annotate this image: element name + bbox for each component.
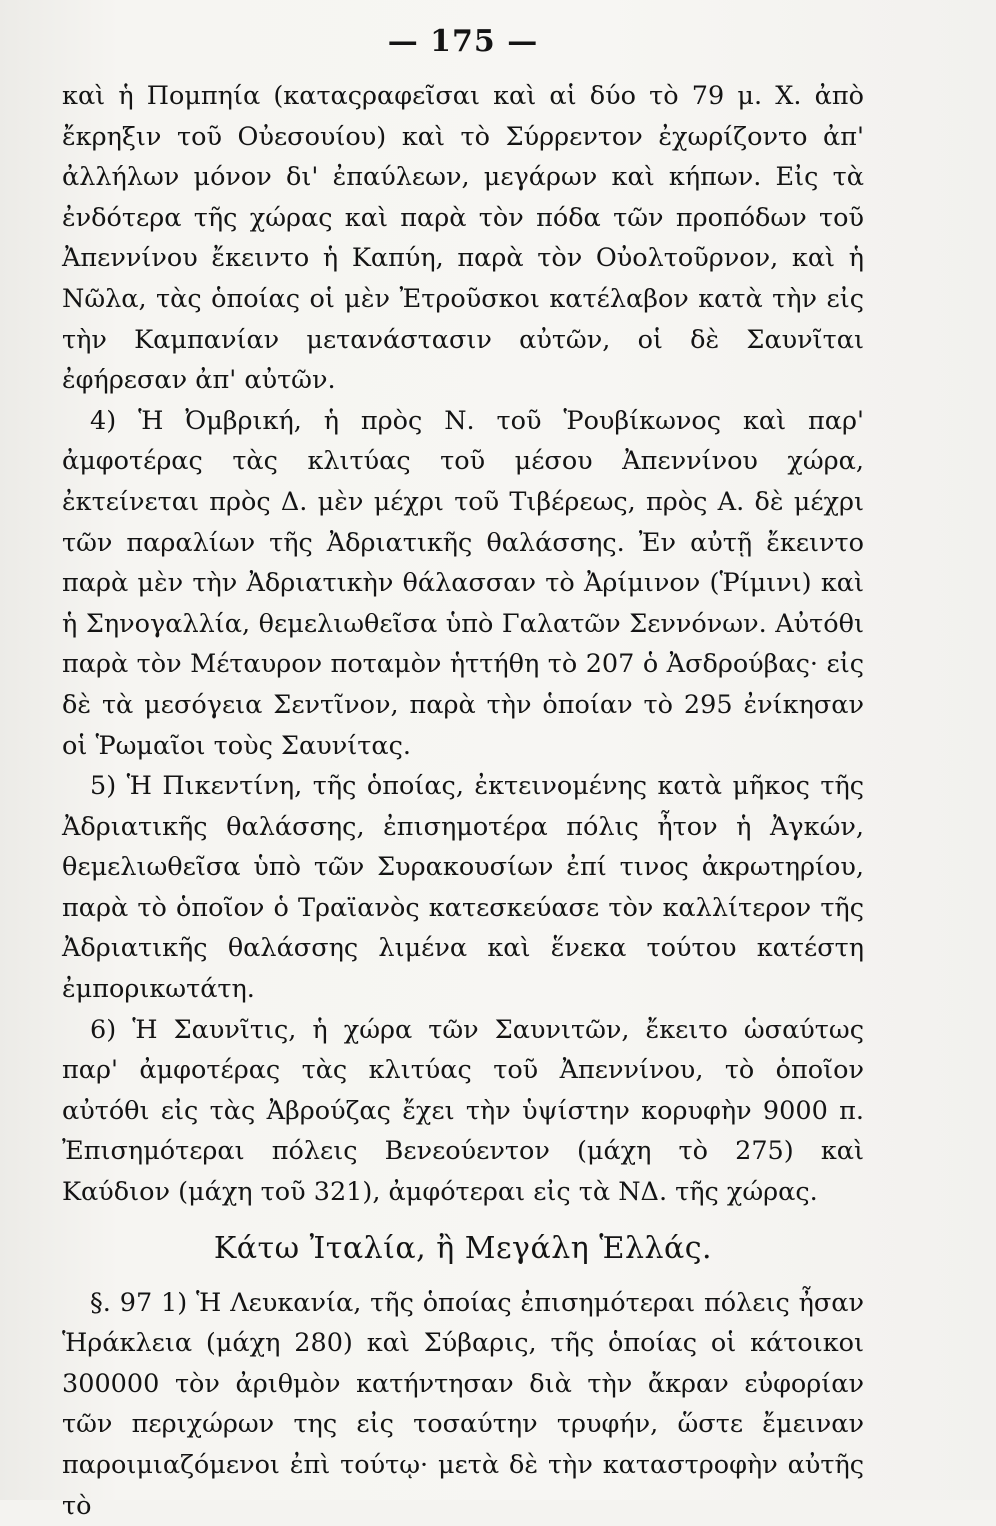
page-number: — 175 — xyxy=(387,24,539,59)
section-heading: Κάτω Ἰταλία, ἢ Μεγάλη Ἑλλάς. xyxy=(213,1230,713,1266)
paragraph-pompeii: καὶ ἡ Πομπηία (καταςραφεῖσαι καὶ αἱ δύο τὸ 79 μ. Χ. ἀπὸ ἔκρηξιν τοῦ Οὐεσουίου) καὶ τὸ Σύρρεντον ἐχωρίζοντο ἀπ' ἀλλήλων μόνον δι' ἐπαύλεων, μεγάρων καὶ κήπων. Εἰς τὰ ἐνδότερα τῆς χώρας καὶ παρὰ τὸν πόδα τῶν προπόδων τοῦ Ἀπεννίνου ἔκειντο ἡ Καπύη, παρὰ τὸν Οὐολτοῦρνον, καὶ ἡ Νῶλα, τὰς ὁποίας οἱ μὲν Ἐτροῦσκοι κατέλαβον κατὰ τὴν εἰς τὴν Καμπανίαν μετανάστασιν αὐτῶν, οἱ δὲ Σαυνῖται ἐφήρεσαν ἀπ' αὐτῶν. xyxy=(62,81,864,396)
paragraph-samnium: 6) Ἡ Σαυνῖτις, ἡ χώρα τῶν Σαυνιτῶν, ἔκειτο ὡσαύτως παρ' ἀμφοτέρας τὰς κλιτύας τοῦ Ἀπεννίνου, τὸ ὁποῖον αὐτόθι εἰς τὰς Ἀβρούζας ἔχει τὴν ὑψίστην κορυφὴν 9000 π. Ἐπισημότεραι πόλεις Βενεούεντον (μάχη τὸ 275) καὶ Καύδιον (μάχη τοῦ 321), ἀμφότεραι εἰς τὰ ΝΔ. τῆς χώρας. xyxy=(62,1014,864,1208)
page-body xyxy=(62,76,864,1526)
paragraph-umbria: 4) Ἡ Ὀμβρική, ἡ πρὸς Ν. τοῦ Ῥουβίκωνος καὶ παρ' ἀμφοτέρας τὰς κλιτύας τοῦ μέσου Ἀπεννίνου χώρα, ἐκτείνεται πρὸς Δ. μὲν μέχρι τοῦ Τιβέρεως, πρὸς Α. δὲ μέχρι τῶν παραλίων τῆς Ἀδριατικῆς θαλάσσης. Ἐν αὐτῇ ἔκειντο παρὰ μὲν τὴν Ἀδριατικὴν θάλασσαν τὸ Ἀρίμινον (Ῥίμινι) καὶ ἡ Σηνογαλλία, θεμελιωθεῖσα ὑπὸ Γαλατῶν Σεννόνων. Αὐτόθι παρὰ τὸν Μέταυρον ποταμὸν ἡττήθη τὸ 207 ὁ Ἀσδρούβας· εἰς δὲ τὰ μεσόγεια Σεντῖνον, παρὰ τὴν ὁποίαν τὸ 295 ἐνίκησαν οἱ Ῥωμαῖοι τοὺς Σαυνίτας. xyxy=(62,405,864,761)
paragraph-picenum: 5) Ἡ Πικεντίνη, τῆς ὁποίας, ἐκτεινομένης κατὰ μῆκος τῆς Ἀδριατικῆς θαλάσσης, ἐπισημοτέρα πόλις ἦτον ἡ Ἀγκών, θεμελιωθεῖσα ὑπὸ τῶν Συρακουσίων ἐπί τινος ἀκρωτηρίου, παρὰ τὸ ὁποῖον ὁ Τραϊανὸς κατεσκεύασε τὸν καλλίτερον τῆς Ἀδριατικῆς θαλάσσης λιμένα καὶ ἕνεκα τούτου κατέστη ἐμπορικωτάτη. xyxy=(62,771,864,1005)
paragraph-lucania: §. 97 1) Ἡ Λευκανία, τῆς ὁποίας ἐπισημότεραι πόλεις ἦσαν Ἡράκλεια (μάχη 280) καὶ Σύβαρις, τῆς ὁποίας οἱ κάτοικοι 300000 τὸν ἀριθμὸν κατήντησαν διὰ τὴν ἄκραν εὐφορίαν τῶν περιχώρων της εἰς τοσαύτην τρυφήν, ὥστε ἔμειναν παροιμιαζόμενοι ἐπὶ τούτῳ· μετὰ δὲ τὴν καταστροφὴν αὐτῆς τὸ xyxy=(62,1287,864,1521)
